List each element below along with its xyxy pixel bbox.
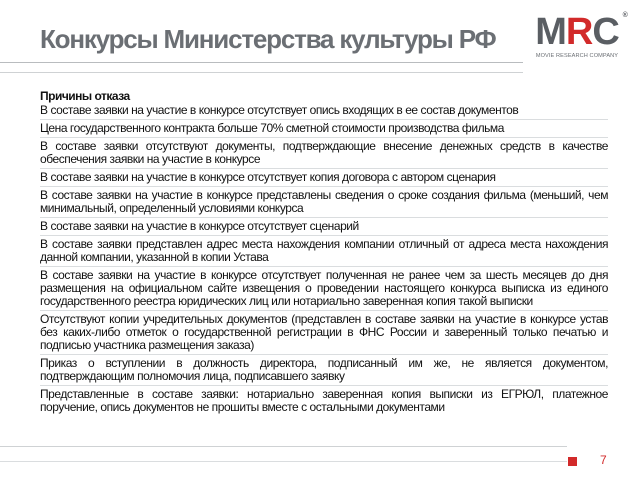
content-body — [40, 90, 608, 418]
registered-mark: ® — [622, 12, 627, 19]
reason-item: Представленные в составе заявки: нотариально заверенная копия выписки из ЕГРЮЛ, платежное поручение, опись документов не прошиты вместе с остальными документами — [40, 387, 608, 414]
reason-item: В составе заявки представлен адрес места нахождения компании отличный от адреса места нахождения данной компании, указанной в копии Устава — [40, 238, 608, 267]
reason-item: В составе заявки отсутствуют документы, подтверждающие внесение денежных средств в качестве обеспечения заявки на участие в конкурсе — [40, 140, 608, 169]
reason-item: Приказ о вступлении в должность директора, подписанный им же, не является документом, подтверждающим полномочия лица, подписавшего заявку — [40, 357, 608, 386]
slide-title: Конкурсы Министерства культуры РФ — [40, 24, 496, 54]
section-heading: Причины отказа — [40, 89, 130, 103]
logo-mark — [535, 11, 627, 53]
logo-letter-r: R — [565, 11, 593, 53]
reason-item: Цена государственного контракта больше 70% сметной стоимости производства фильма — [40, 122, 608, 138]
logo-letter-c: C — [592, 11, 619, 53]
header-divider — [0, 62, 523, 63]
footer-divider-secondary — [0, 461, 567, 462]
reason-item: Отсутствуют копии учредительных документов (представлен в составе заявки на участие в конкурсе устав без каких-либо отметок о государственной регистрации в ФНС России и заверенный только печатью и подписью участника размещения заказа) — [40, 313, 608, 355]
reason-item: В составе заявки на участие в конкурсе представлены сведения о сроке создания фильма (меньший, чем минимальный, определенный условиями конкурса — [40, 189, 608, 218]
header-divider-secondary — [0, 72, 523, 73]
footer-accent-square — [568, 457, 577, 466]
reason-item: В составе заявки на участие в конкурсе отсутствует полученная не ранее чем за шесть месяцев до дня размещения на официальном сайте извещения о проведении настоящего конкурса выписка из единого государственного реестра юридических лиц или нотариально заверенная копия такой выписки — [40, 269, 608, 311]
logo-letter-m: M — [535, 11, 566, 53]
logo-subtitle: MOVIE RESEARCH COMPANY — [535, 53, 619, 59]
reason-item: В составе заявки на участие в конкурсе отсутствует сценарий — [40, 220, 608, 236]
footer-divider — [0, 446, 567, 447]
reason-item: В составе заявки на участие в конкурсе отсутствует опись входящих в ее состав документов — [40, 104, 608, 120]
mrc-logo — [534, 11, 627, 74]
page-number: 7 — [600, 453, 607, 467]
reason-item: В составе заявки на участие в конкурсе отсутствует копия договора с автором сценария — [40, 171, 608, 187]
